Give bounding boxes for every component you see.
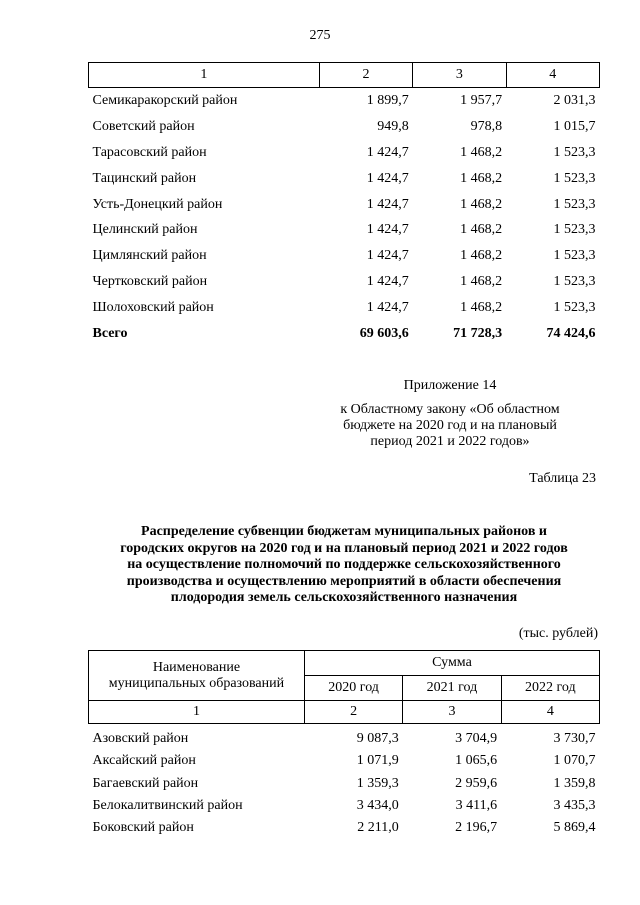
table-label: Таблица 23 <box>529 471 596 486</box>
value-2021: 2 959,6 <box>455 775 498 791</box>
table-row <box>89 217 600 243</box>
value-2021: 3 704,9 <box>455 731 498 747</box>
district-name: Чертковский район <box>92 274 208 290</box>
header-col-1: 1 <box>89 63 320 88</box>
value-2022: 3 435,3 <box>553 798 596 814</box>
value-2022: 3 730,7 <box>553 731 596 747</box>
heading-line: производства и осуществлению мероприятий в области обеспечения <box>126 573 562 589</box>
value-2020: 1 424,7 <box>366 144 409 160</box>
index-col-2: 2 <box>304 701 402 724</box>
total-2020: 69 603,6 <box>359 325 409 341</box>
header-name-line: Наименование <box>152 659 241 675</box>
header-col-4: 4 <box>506 63 599 88</box>
table-row <box>89 817 600 839</box>
header-year-2022: 2022 год <box>501 676 599 701</box>
value-2020: 2 211,0 <box>357 820 399 836</box>
header-col-3: 3 <box>413 63 506 88</box>
value-2020: 1 424,7 <box>366 222 409 238</box>
table-row <box>89 243 600 269</box>
value-2020: 1 424,7 <box>366 196 409 212</box>
value-2021: 1 468,2 <box>460 222 503 238</box>
value-2021: 1 468,2 <box>460 300 503 316</box>
total-2021: 71 728,3 <box>453 325 503 341</box>
header-name-line: муниципальных образований <box>108 675 285 691</box>
district-name: Боковский район <box>92 820 194 836</box>
table-continuation <box>88 62 600 347</box>
table-header-row <box>89 651 600 676</box>
table-row <box>89 295 600 321</box>
district-name: Целинский район <box>92 222 198 238</box>
value-2021: 1 468,2 <box>460 170 503 186</box>
table-header-row <box>89 63 600 88</box>
total-label: Всего <box>92 325 128 341</box>
district-name: Усть-Донецкий район <box>92 196 223 212</box>
table-row <box>89 192 600 218</box>
value-2020: 1 071,9 <box>356 753 399 769</box>
table-row <box>89 724 600 751</box>
units-label: (тыс. рублей) <box>518 626 598 641</box>
heading-line: Распределение субвенции бюджетам муниципальных районов и <box>141 524 547 539</box>
header-year-2021: 2021 год <box>403 676 501 701</box>
value-2022: 1 523,3 <box>553 300 596 316</box>
table-row <box>89 114 600 140</box>
heading-line: на осуществление полномочий по поддержке сельскохозяйственного <box>127 557 561 572</box>
value-2022: 5 869,4 <box>553 820 596 836</box>
value-2022: 2 031,3 <box>553 92 596 108</box>
table-row <box>89 750 600 772</box>
district-name: Цимлянский район <box>92 248 207 264</box>
index-col-3: 3 <box>403 701 501 724</box>
value-2021: 2 196,7 <box>455 820 498 836</box>
value-2022: 1 070,7 <box>553 753 596 769</box>
value-2022: 1 523,3 <box>553 144 596 160</box>
value-2022: 1 015,7 <box>553 118 596 134</box>
header-year-2020: 2020 год <box>304 676 402 701</box>
value-2021: 1 468,2 <box>460 274 503 290</box>
value-2021: 1 468,2 <box>460 196 503 212</box>
header-sum: Сумма <box>304 651 599 676</box>
district-name: Азовский район <box>92 731 189 747</box>
value-2022: 1 359,8 <box>553 775 596 791</box>
table-row <box>89 773 600 795</box>
table-row <box>89 88 600 114</box>
value-2022: 1 523,3 <box>553 274 596 290</box>
district-name: Белокалитвинский район <box>92 798 243 814</box>
district-name: Советский район <box>92 118 195 134</box>
appendix-line: к Областному закону «Об областном <box>340 402 560 417</box>
index-col-4: 4 <box>501 701 599 724</box>
value-2021: 1 468,2 <box>460 144 503 160</box>
subvention-table <box>88 650 600 839</box>
value-2021: 3 411,6 <box>455 798 498 814</box>
appendix-line: период 2021 и 2022 годов» <box>370 434 530 449</box>
value-2022: 1 523,3 <box>553 196 596 212</box>
page-number: 275 <box>309 28 331 43</box>
table-row <box>89 795 600 817</box>
table-row <box>89 166 600 192</box>
total-2022: 74 424,6 <box>546 325 596 341</box>
table-row <box>89 269 600 295</box>
table-row <box>89 140 600 166</box>
value-2021: 1 957,7 <box>460 92 503 108</box>
table-heading <box>88 524 600 607</box>
value-2020: 1 899,7 <box>366 92 409 108</box>
header-col-2: 2 <box>319 63 412 88</box>
district-name: Шолоховский район <box>92 300 214 316</box>
district-name: Багаевский район <box>92 775 199 791</box>
value-2022: 1 523,3 <box>553 248 596 264</box>
heading-line: городских округов на 2020 год и на плановый период 2021 и 2022 годов <box>120 540 568 556</box>
value-2020: 1 359,3 <box>356 775 399 791</box>
value-2022: 1 523,3 <box>553 170 596 186</box>
value-2021: 978,8 <box>470 118 503 134</box>
table-index-row <box>89 701 600 724</box>
appendix-reference <box>300 402 600 450</box>
district-name: Аксайский район <box>92 753 196 769</box>
heading-line: плодородия земель сельскохозяйственного назначения <box>170 590 518 605</box>
appendix-title: Приложение 14 <box>403 378 497 393</box>
value-2020: 1 424,7 <box>366 300 409 316</box>
index-col-1: 1 <box>89 701 305 724</box>
value-2020: 949,8 <box>377 118 409 134</box>
district-name: Семикаракорский район <box>92 92 238 108</box>
value-2020: 3 434,0 <box>356 798 399 814</box>
district-name: Тацинский район <box>92 170 197 186</box>
header-municipality <box>89 651 305 701</box>
appendix-line: бюджете на 2020 год и на плановый <box>343 418 557 433</box>
value-2021: 1 468,2 <box>460 248 503 264</box>
district-name: Тарасовский район <box>92 144 207 160</box>
total-row <box>89 321 600 347</box>
value-2020: 1 424,7 <box>366 274 409 290</box>
value-2020: 1 424,7 <box>366 248 409 264</box>
value-2020: 9 087,3 <box>356 731 399 747</box>
value-2020: 1 424,7 <box>366 170 409 186</box>
value-2021: 1 065,6 <box>455 753 498 769</box>
value-2022: 1 523,3 <box>553 222 596 238</box>
